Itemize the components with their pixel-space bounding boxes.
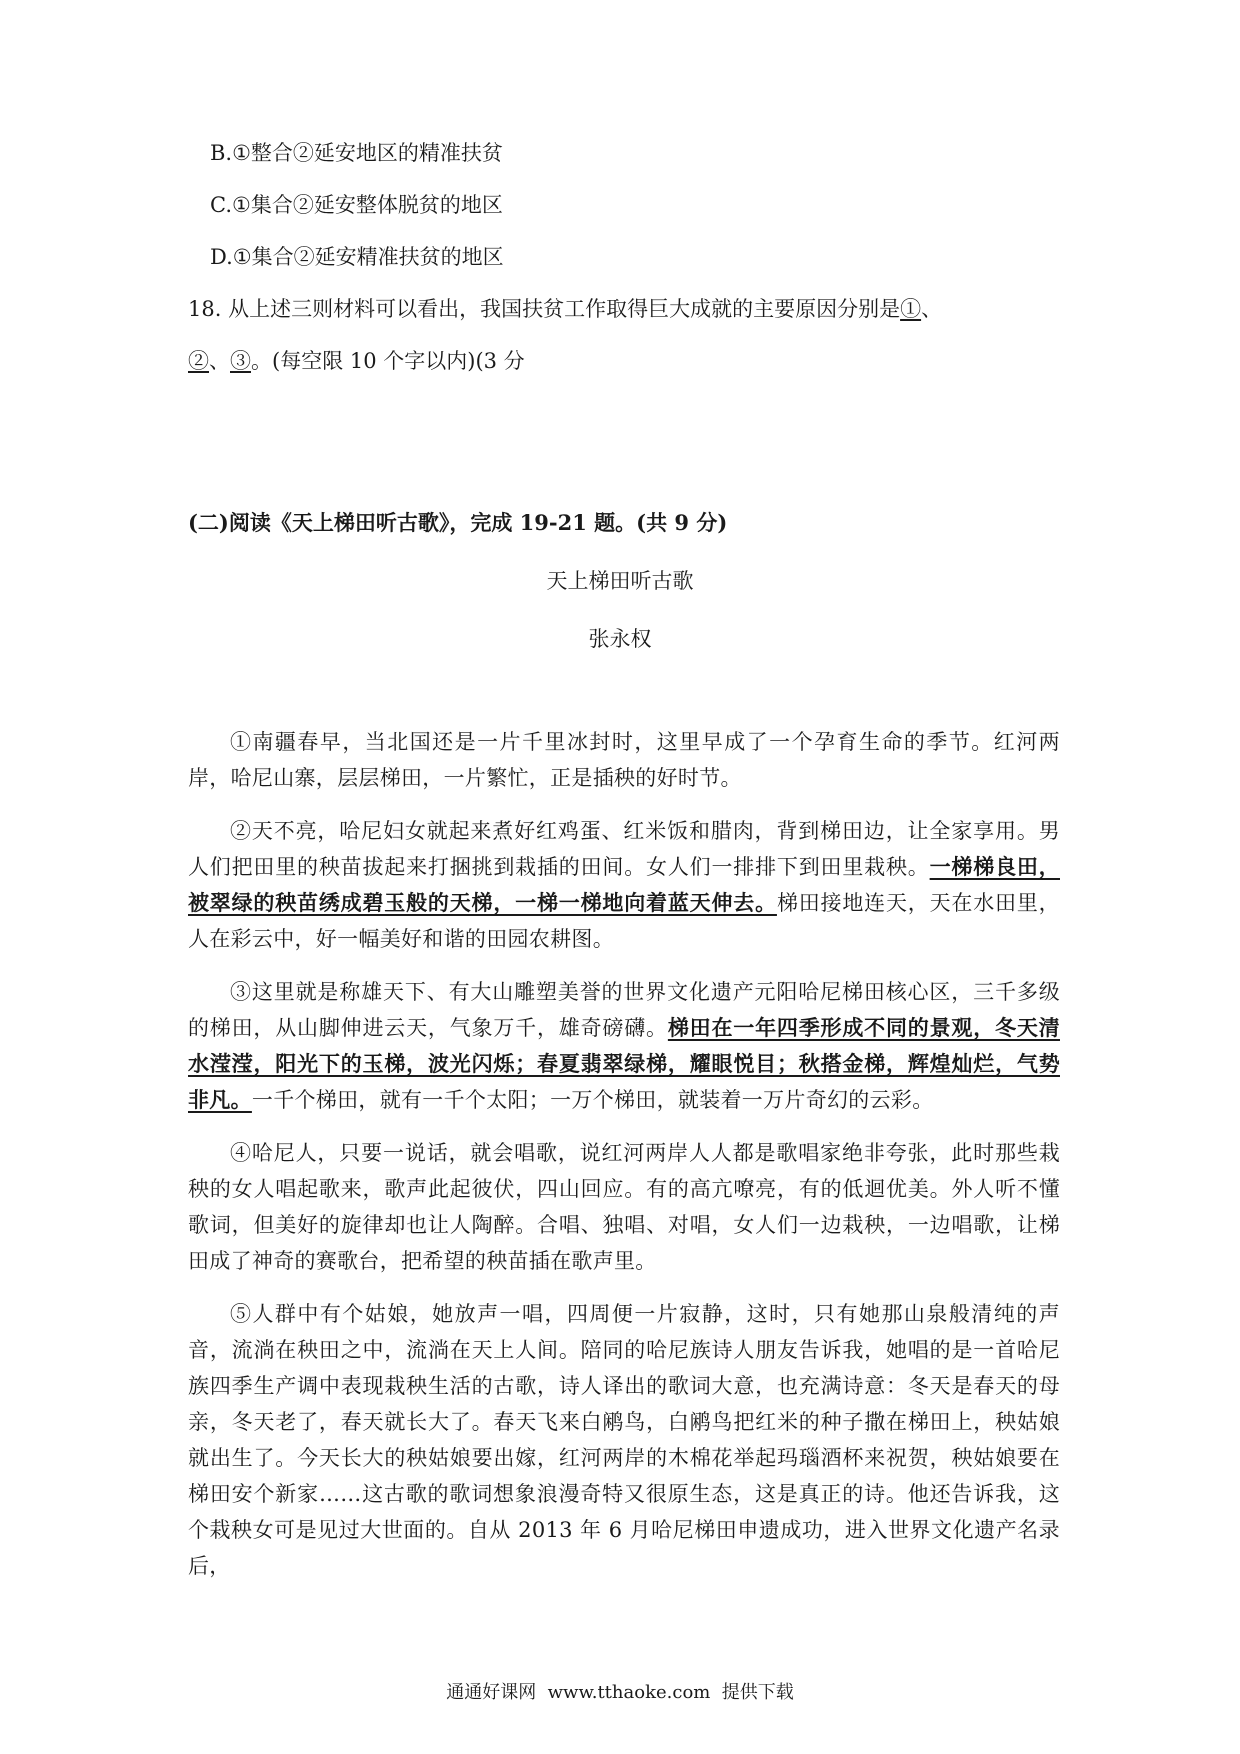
paragraph-4: ④哈尼人，只要一说话，就会唱歌，说红河两岸人人都是歌唱家绝非夸张，此时那些栽秧的女人唱起歌来，歌声此起彼伏，四山回应。有的高亢嘹亮，有的低迴优美。外人听不懂歌词，但美好的旋律却也让人陶醉。合唱、独唱、对唱，女人们一边栽秧，一边唱歌，让梯田成了神奇的赛歌台，把希望的秧苗插在歌声里。 — [188, 1141, 1060, 1273]
paragraph-3 — [188, 974, 1060, 1118]
article-title: 天上梯田听古歌 — [546, 569, 694, 593]
option-c: C.①集合②延安整体脱贫的地区 — [210, 193, 503, 217]
paragraph-5: ⑤人群中有个姑娘，她放声一唱，四周便一片寂静，这时，只有她那山泉般清纯的声音，流淌在秧田之中，流淌在天上人间。陪同的哈尼族诗人朋友告诉我，她唱的是一首哈尼族四季生产调中表现栽秧生活的古歌，诗人译出的歌词大意，也充满诗意：冬天是春天的母亲，冬天老了，春天就长大了。春天飞来白鹇鸟，白鹇鸟把红米的种子撒在梯田上，秧姑娘就出生了。今天长大的秧姑娘要出嫁，红河两岸的木棉花举起玛瑙酒杯来祝贺，秧姑娘要在梯田安个新家……这古歌的歌词想象浪漫奇特又很原生态，这是真正的诗。他还告诉我，这个栽秧女可是见过大世面的。自从 2013 年 6 月哈尼梯田申遗成功，进入世界文化遗产名录后， — [188, 1302, 1060, 1578]
footer-source: 通通好课网 www.tthaoke.com 提供下载 — [446, 1682, 794, 1703]
paragraph-2-text-c: 梯田接地连天，天在水田里，人在彩云中，好一幅美好和谐的田园农耕图。 — [188, 891, 1060, 951]
answer-blank-3: ③ — [230, 349, 251, 373]
answer-blank-2: ② — [188, 349, 209, 373]
paragraph-3-text-c: 一千个梯田，就有一千个太阳；一万个梯田，就装着一万片奇幻的云彩。 — [251, 1088, 934, 1112]
paragraph-3-highlight: 梯田在一年四季形成不同的景观，冬天清水滢滢，阳光下的玉梯，波光闪烁；春夏翡翠绿梯，耀眼悦目；秋搭金梯，辉煌灿烂，气势非凡。 — [188, 1015, 1060, 1112]
paragraph-2-text-a: ②天不亮，哈尼妇女就起来煮好红鸡蛋、红米饭和腊肉，背到梯田边，让全家享用。男人们把田里的秧苗拔起来打捆挑到栽插的田间。女人们一排排下到田里栽秧。 — [188, 819, 1060, 879]
question-18-separator-1: 、 — [921, 297, 943, 321]
option-b: B.①整合②延安地区的精准扶贫 — [210, 141, 503, 165]
question-18 — [188, 294, 1058, 324]
section-heading: (二)阅读《天上梯田听古歌》，完成 19-21 题。(共 9 分) — [188, 510, 728, 535]
paragraph-2-highlight: 一梯梯良田，被翠绿的秧苗绣成碧玉般的天梯，一梯一梯地向着蓝天伸去。 — [188, 854, 1060, 915]
paragraph-1: ①南疆春早，当北国还是一片千里冰封时，这里早成了一个孕育生命的季节。红河两岸，哈尼山寨，层层梯田，一片繁忙，正是插秧的好时节。 — [188, 730, 1060, 790]
article-author: 张永权 — [588, 627, 652, 651]
question-18-separator-2: 、 — [209, 349, 230, 373]
question-18-tail: 。(每空限 10 个字以内)(3 分 — [251, 349, 525, 373]
question-18-text: 18. 从上述三则材料可以看出，我国扶贫工作取得巨大成就的主要原因分别是 — [188, 297, 901, 321]
paragraph-2 — [188, 813, 1060, 957]
option-d: D.①集合②延安精准扶贫的地区 — [210, 245, 504, 269]
question-18-continued — [188, 346, 1058, 376]
answer-blank-1: ① — [900, 297, 922, 321]
paragraph-3-text-a: ③这里就是称雄天下、有大山雕塑美誉的世界文化遗产元阳哈尼梯田核心区，三千多级的梯田，从山脚伸进云天，气象万千，雄奇磅礴。 — [188, 980, 1060, 1040]
article-body — [188, 724, 1060, 1601]
